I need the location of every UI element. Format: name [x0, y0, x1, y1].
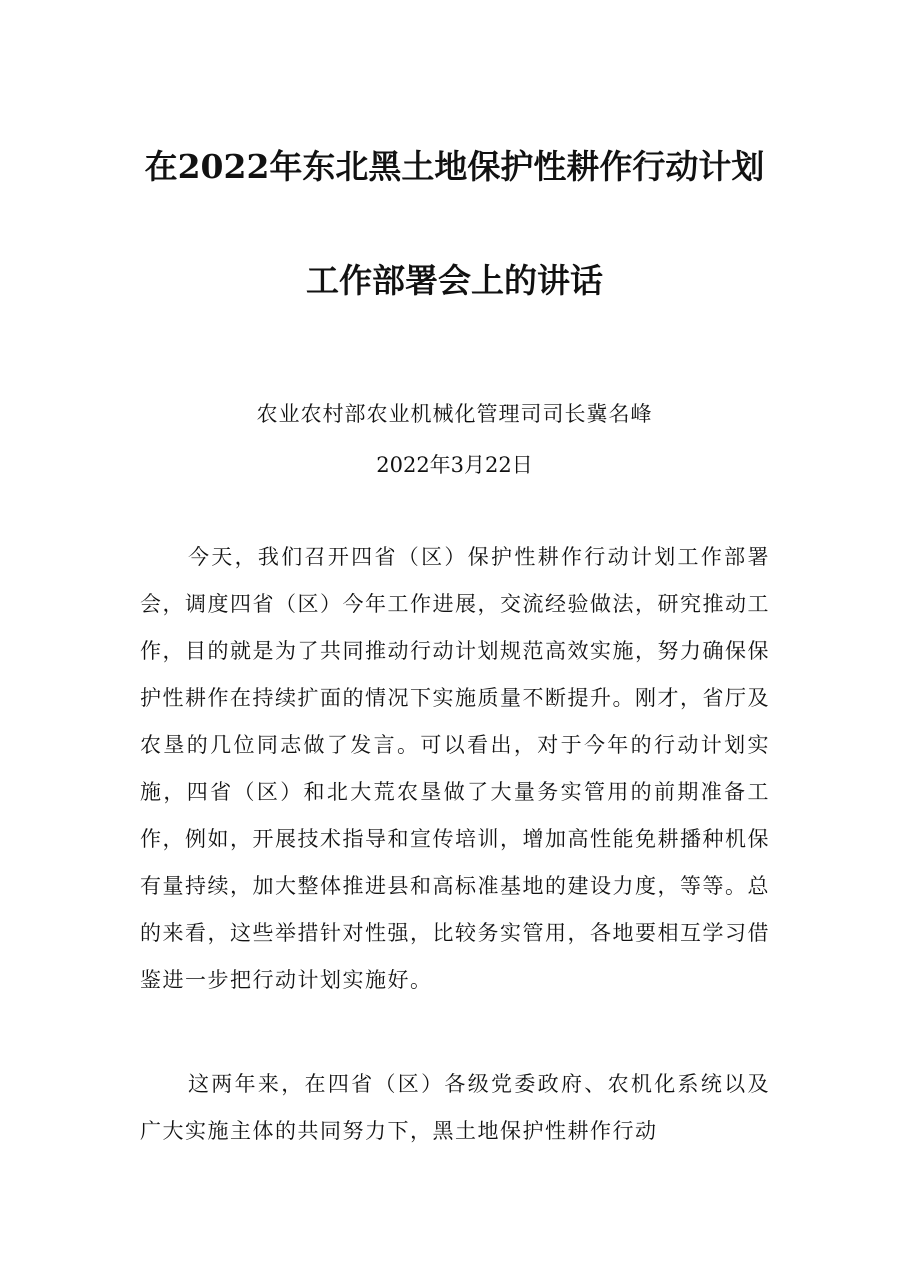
- document-author: 农业农村部农业机械化管理司司长冀名峰: [256, 402, 653, 426]
- document-title-line-2: 工作部署会上的讲话: [306, 261, 603, 300]
- body-paragraph: 今天，我们召开四省（区）保护性耕作行动计划工作部署会，调度四省（区）今年工作进展，交流经验做法，研究推动工作，目的就是为了共同推动行动计划规范高效实施，努力确保保护性耕作在持续扩面的情况下实施质量不断提升。刚才，省厅及农垦的几位同志做了发言。可以看出，对于今年的行动计划实施，四省（区）和北大荒农垦做了大量务实管用的前期准备工作，例如，开展技术指导和宣传培训，增加高性能免耕播种机保有量持续，加大整体推进县和高标准基地的建设力度，等等。总的来看，这些举措针对性强，比较务实管用，各地要相互学习借鉴进一步把行动计划实施好。: [140, 545, 770, 992]
- body-paragraph: 这两年来，在四省（区）各级党委政府、农机化系统以及广大实施主体的共同努力下，黑土地保护性耕作行动: [140, 1072, 770, 1143]
- document-title-line-1: 在2022年东北黑土地保护性耕作行动计划: [144, 147, 765, 186]
- document-date: 2022年3月22日: [376, 453, 533, 477]
